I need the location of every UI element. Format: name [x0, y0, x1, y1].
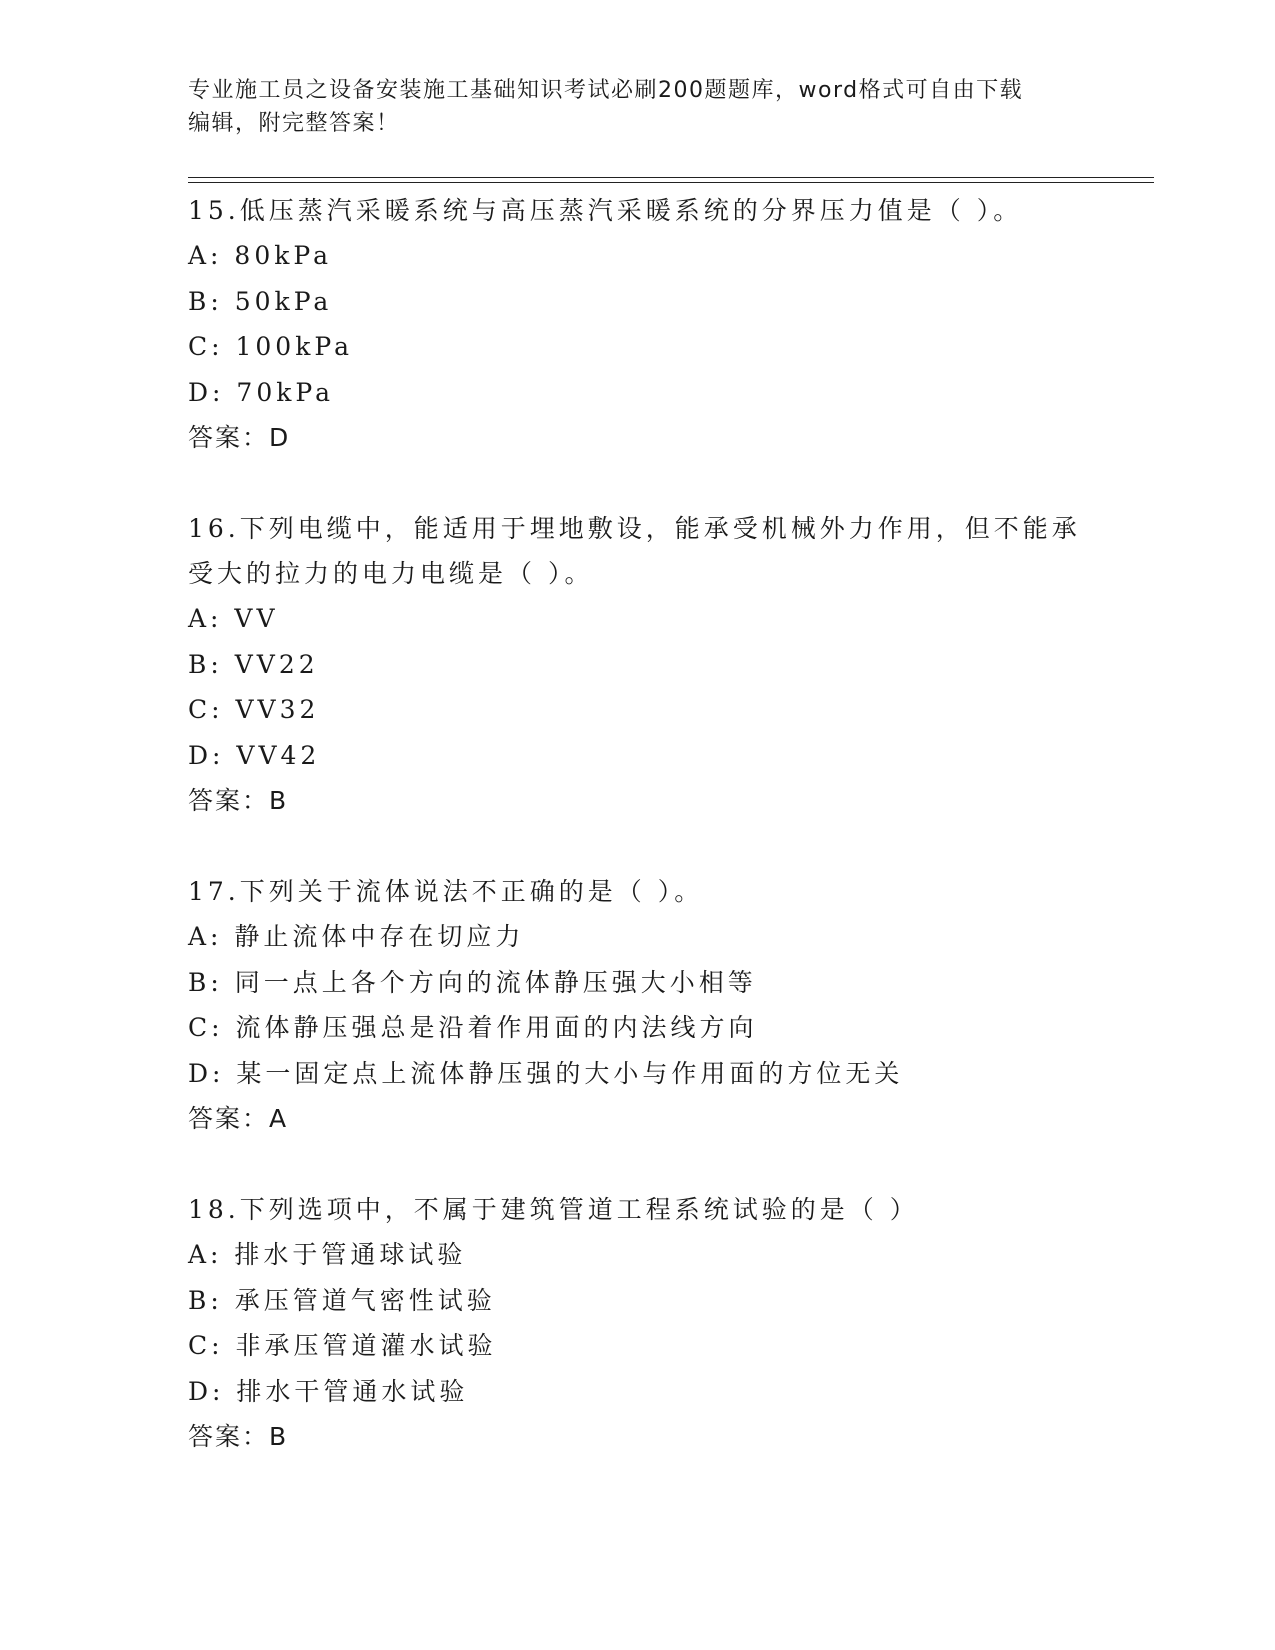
option-c: C: 100kPa: [188, 332, 353, 361]
option-c: C: 非承压管道灌水试验: [188, 1331, 497, 1360]
option-a: A: VV: [188, 604, 279, 633]
header-divider-top: [188, 177, 1154, 178]
option-d: D: VV42: [188, 740, 321, 770]
question-stem: [188, 869, 1088, 914]
option-b: B: VV22: [188, 649, 319, 679]
answer: 答案：A: [188, 1104, 289, 1133]
stem-line: 16.下列电缆中，能适用于埋地敷设，能承受机械外力作用，但不能承: [188, 514, 1081, 543]
answer: 答案：B: [188, 1422, 289, 1451]
question-18: [188, 1187, 1088, 1459]
option-d: D: 某一固定点上流体静压强的大小与作用面的方位无关: [188, 1058, 904, 1088]
question-list: [188, 188, 1088, 1505]
stem-line: 18.下列选项中，不属于建筑管道工程系统试验的是（ ）: [188, 1195, 919, 1224]
option-a: A: 静止流体中存在切应力: [188, 922, 525, 951]
stem-line: 17.下列关于流体说法不正确的是（ ）。: [188, 877, 704, 906]
question-16: [188, 506, 1088, 823]
option-b: B: 同一点上各个方向的流体静压强大小相等: [188, 967, 757, 997]
question-15: [188, 188, 1088, 460]
option-d: D: 70kPa: [188, 377, 334, 407]
stem-line: 15.低压蒸汽采暖系统与高压蒸汽采暖系统的分界压力值是（ ）。: [188, 196, 1023, 225]
question-stem: [188, 188, 1088, 233]
option-b: B: 承压管道气密性试验: [188, 1285, 496, 1315]
option-c: C: VV32: [188, 695, 320, 724]
option-c: C: 流体静压强总是沿着作用面的内法线方向: [188, 1013, 758, 1042]
answer: 答案：D: [188, 423, 291, 452]
header-line-2: 编辑，附完整答案！: [188, 111, 400, 136]
answer: 答案：B: [188, 786, 289, 815]
question-17: [188, 869, 1088, 1141]
option-d: D: 排水干管通水试验: [188, 1376, 469, 1406]
question-stem: [188, 1187, 1088, 1232]
stem-line: 受大的拉力的电力电缆是（ ）。: [188, 559, 594, 588]
option-b: B: 50kPa: [188, 286, 333, 316]
option-a: A: 排水于管通球试验: [188, 1240, 467, 1269]
question-stem: [188, 506, 1088, 596]
document-header: [188, 74, 1088, 140]
option-a: A: 80kPa: [188, 241, 332, 270]
header-line-1: 专业施工员之设备安装施工基础知识考试必刷200题题库，word格式可自由下载: [188, 78, 1024, 103]
header-divider-bottom: [188, 182, 1154, 183]
